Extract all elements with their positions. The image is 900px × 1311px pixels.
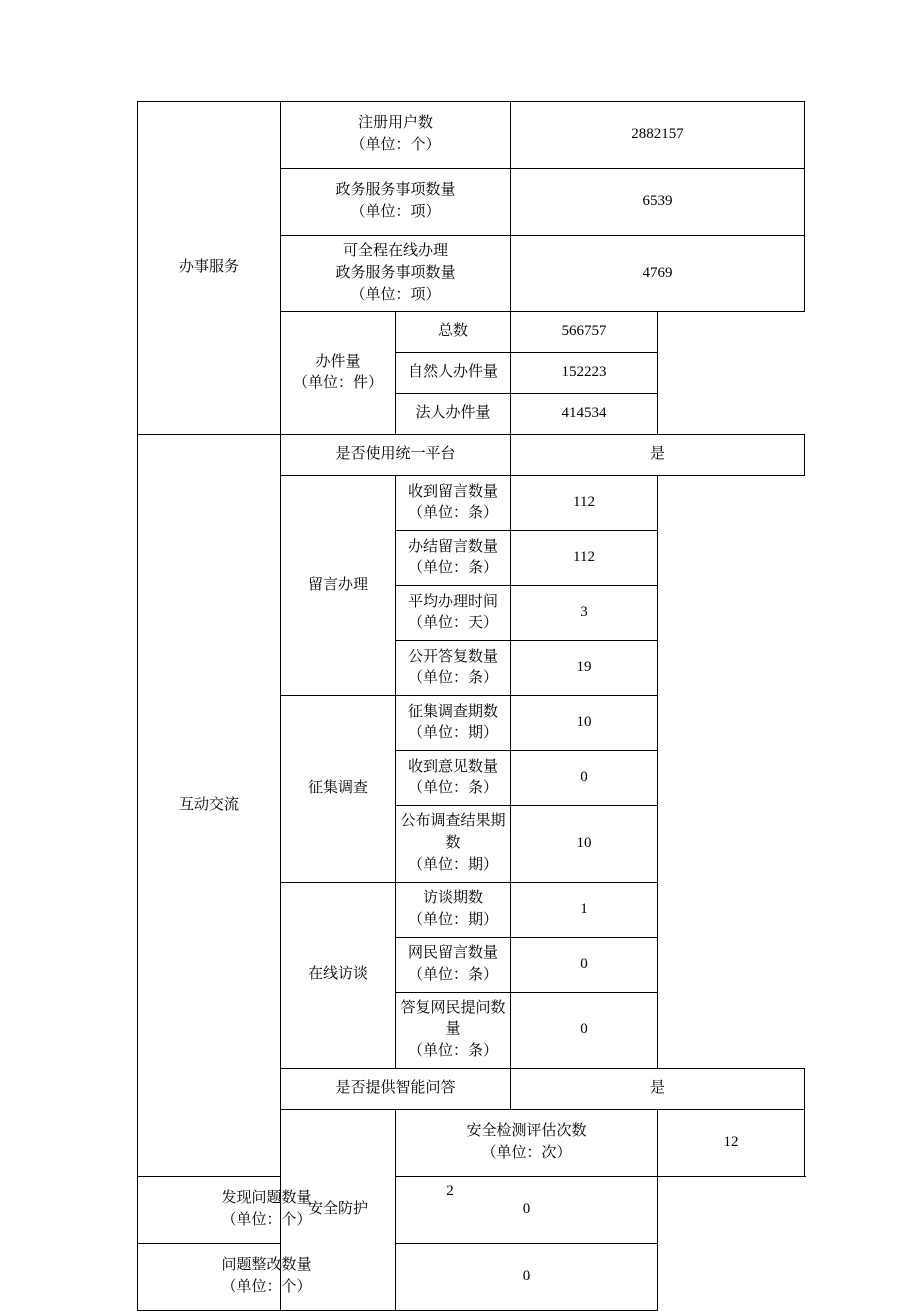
table-row	[138, 435, 805, 476]
subitem-line: 访谈期数	[422, 889, 483, 906]
subitem-line-unit: （单位：条）	[407, 780, 498, 797]
item-cell-message-handling	[281, 476, 396, 696]
value-cell-netizen-messages: 0	[511, 937, 658, 992]
item-cell-security-assessments	[396, 1109, 658, 1176]
item-line-unit: （单位：件）	[292, 375, 383, 392]
subitem-line: 平均办理时间	[407, 593, 498, 610]
category-cell-anquan-fanghu: 安全防护	[281, 1109, 396, 1310]
subitem-cell-average-handling-time	[396, 586, 511, 641]
report-table-container	[137, 101, 789, 1311]
subitem-line-unit: （单位：期）	[407, 911, 498, 928]
item-line: 政务服务事项数量	[335, 182, 456, 199]
subitem-line: 自然人办件量	[407, 364, 498, 381]
subitem-line-unit: （单位：天）	[407, 615, 498, 632]
item-line: 办件量	[315, 353, 361, 370]
table-row	[138, 102, 805, 169]
subitem-cell-public-replies	[396, 641, 511, 696]
subitem-cell-natural-person-cases	[396, 353, 511, 394]
item-line: 问题整改数量	[221, 1257, 312, 1273]
subitem-line: 办结留言数量	[407, 538, 498, 555]
value-cell-total: 566757	[511, 312, 658, 353]
value-cell-service-items-count: 6539	[511, 169, 805, 236]
table-row	[138, 1243, 805, 1310]
subitem-cell-opinions-received	[396, 751, 511, 806]
value-cell-registered-users: 2882157	[511, 102, 805, 169]
item-line: 可全程在线办理	[342, 243, 448, 259]
item-cell-online-service-items	[281, 236, 511, 312]
item-line-unit: （单位：个）	[350, 137, 441, 153]
subitem-line: 总数	[437, 323, 468, 340]
subitem-line-unit: （单位：期）	[407, 856, 498, 873]
subitem-cell-messages-completed	[396, 531, 511, 586]
subitem-line: 公开答复数量	[407, 648, 498, 665]
value-cell-security-assessments: 12	[658, 1109, 805, 1176]
item-line: 注册用户数	[357, 115, 433, 132]
subitem-line-unit: （单位：条）	[407, 670, 498, 687]
item-line-unit: （单位：项）	[350, 204, 441, 220]
category-cell-hudong-jiaoliu: 互动交流	[138, 435, 281, 1177]
value-cell-smart-qa: 是	[511, 1068, 805, 1109]
item-line: 留言办理	[307, 576, 368, 593]
item-line: 在线访谈	[307, 966, 368, 983]
value-cell-legal-person-cases: 414534	[511, 394, 658, 435]
category-cell-banshi-fuwu: 办事服务	[138, 102, 281, 435]
item-cell-survey-collection	[281, 696, 396, 882]
item-cell-unified-platform	[281, 435, 511, 476]
item-line: 安全检测评估次数	[466, 1123, 587, 1139]
value-cell-messages-completed: 112	[511, 531, 658, 586]
page-number: 2	[446, 1183, 454, 1199]
value-cell-natural-person-cases: 152223	[511, 353, 658, 394]
value-cell-unified-platform: 是	[511, 435, 805, 476]
item-line: 是否使用统一平台	[335, 446, 456, 463]
subitem-line-unit: （单位：期）	[407, 725, 498, 742]
subitem-line: 收到留言数量	[407, 483, 498, 500]
subitem-line: 公布调查结果期数	[400, 813, 506, 851]
item-cell-online-interview	[281, 882, 396, 1068]
item-line-unit: （单位：次）	[481, 1144, 572, 1161]
subitem-cell-legal-person-cases	[396, 394, 511, 435]
item-cell-handled-cases	[281, 312, 396, 435]
subitem-line-unit: （单位：条）	[407, 1043, 498, 1059]
subitem-cell-netizen-questions-answered	[396, 992, 511, 1068]
value-cell-public-replies: 19	[511, 641, 658, 696]
item-line: 政务服务事项数量	[335, 264, 456, 281]
item-cell-smart-qa	[281, 1068, 511, 1109]
subitem-line: 答复网民提问数量	[400, 999, 506, 1038]
subitem-cell-published-survey-results	[396, 806, 511, 882]
item-cell-issues-rectified	[138, 1243, 396, 1310]
value-cell-issues-rectified: 0	[396, 1243, 658, 1310]
subitem-line-unit: （单位：条）	[407, 505, 498, 522]
value-cell-interview-sessions: 1	[511, 882, 658, 937]
item-cell-registered-users	[281, 102, 511, 169]
subitem-line-unit: （单位：条）	[407, 966, 498, 983]
item-line: 征集调查	[307, 780, 368, 796]
value-cell-issues-found: 0	[396, 1176, 658, 1243]
item-line: 发现问题数量	[221, 1190, 312, 1206]
subitem-line: 法人办件量	[415, 405, 491, 422]
subitem-line-unit: （单位：条）	[407, 560, 498, 577]
subitem-cell-total	[396, 312, 511, 353]
subitem-line: 征集调查期数	[407, 703, 498, 720]
value-cell-netizen-questions-answered: 0	[511, 992, 658, 1068]
item-line-unit: （单位：个）	[221, 1211, 312, 1228]
value-cell-messages-received: 112	[511, 476, 658, 531]
subitem-cell-interview-sessions	[396, 882, 511, 937]
item-cell-service-items-count	[281, 169, 511, 236]
value-cell-published-survey-results: 10	[511, 806, 658, 882]
subitem-line: 收到意见数量	[407, 758, 498, 775]
value-cell-opinions-received: 0	[511, 751, 658, 806]
government-website-statistics-table	[137, 101, 805, 1311]
subitem-cell-messages-received	[396, 476, 511, 531]
item-line: 是否提供智能问答	[335, 1079, 456, 1096]
value-cell-average-handling-time: 3	[511, 586, 658, 641]
item-line-unit: （单位：项）	[350, 286, 441, 303]
subitem-cell-netizen-messages	[396, 937, 511, 992]
value-cell-online-service-items: 4769	[511, 236, 805, 312]
value-cell-survey-sessions: 10	[511, 696, 658, 751]
subitem-line: 网民留言数量	[407, 944, 498, 961]
subitem-cell-survey-sessions	[396, 696, 511, 751]
item-line-unit: （单位：个）	[221, 1278, 312, 1295]
